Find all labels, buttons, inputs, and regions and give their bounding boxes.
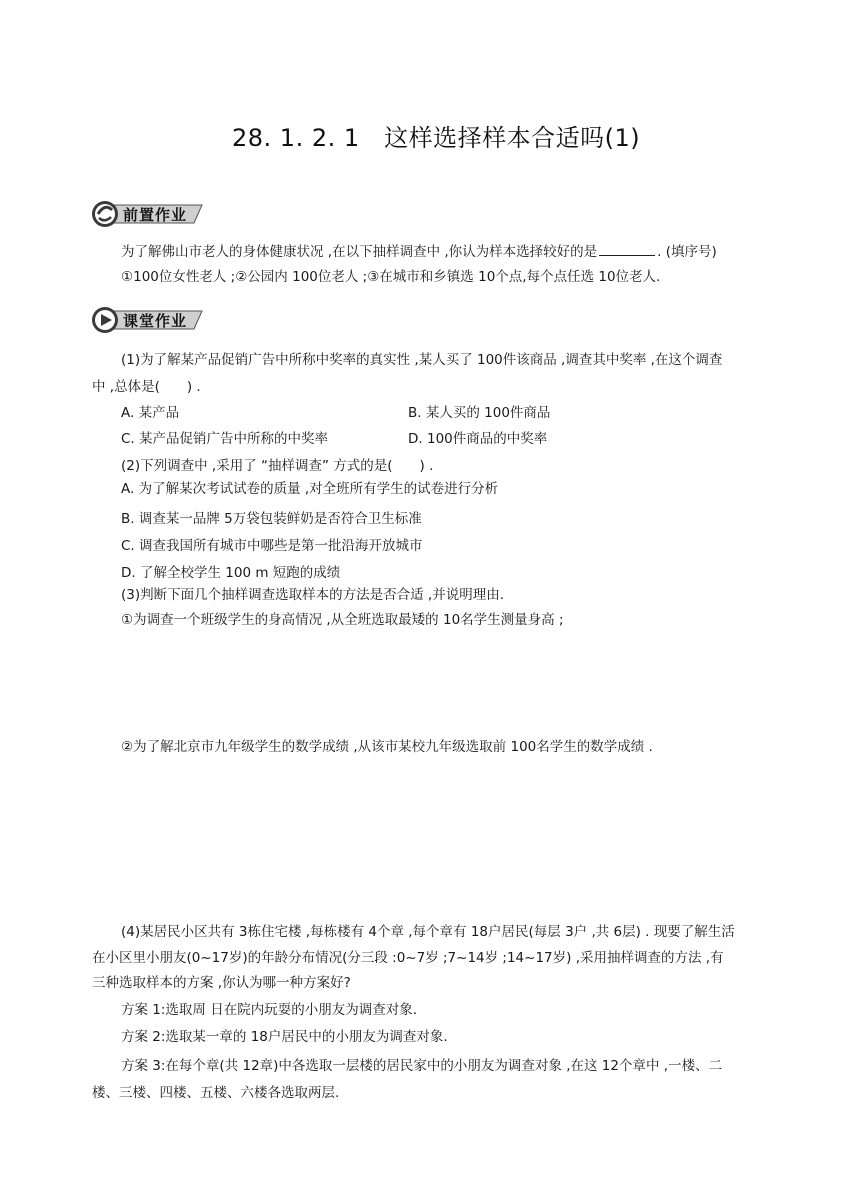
- q4-plan-2: 方案 2:选取某一章的 18户居民中的小朋友为调查对象.: [121, 1029, 448, 1045]
- pre-task-options: ①100位女性老人 ;②公园内 100位老人 ;③在城市和乡镇选 10个点,每个点任选 10位老人.: [121, 269, 661, 285]
- section-badge-label: 课堂作业: [123, 312, 188, 330]
- q2-stem: (2)下列调查中 ,采用了 “抽样调查” 方式的是( ) .: [121, 458, 434, 474]
- q1-option-c: C. 某产品促销广告中所称的中奖率: [121, 431, 329, 447]
- pre-task-tail: . (填序号): [657, 244, 717, 260]
- q1-option-b: B. 某人买的 100件商品: [408, 405, 551, 421]
- pre-task-question: [121, 241, 717, 262]
- q4-plan-3-line2: 楼、三楼、四楼、五楼、六楼各选取两层.: [92, 1085, 340, 1101]
- section-badge-pre: [90, 199, 206, 229]
- q4-plan-3-line1: 方案 3:在每个章(共 12章)中各选取一层楼的居民家中的小朋友为调查对象 ,在这 12个章中 ,一楼、二: [121, 1058, 723, 1074]
- pre-task-text: 为了解佛山市老人的身体健康状况 ,在以下抽样调查中 ,你认为样本选择较好的是: [121, 244, 598, 260]
- section-badge-label: 前置作业: [123, 206, 188, 224]
- q4-stem-line2: 在小区里小朋友(0~17岁)的年龄分布情况(分三段 :0~7岁 ;7~14岁 ;14~17岁) ,采用抽样调查的方法 ,有: [92, 950, 724, 966]
- q1-option-d: D. 100件商品的中奖率: [408, 431, 548, 447]
- answer-blank[interactable]: [599, 241, 655, 256]
- q2-option-b: B. 调查某一品牌 5万袋包装鲜奶是否符合卫生标准: [121, 511, 422, 527]
- q4-stem-line3: 三种选取样本的方案 ,你认为哪一种方案好?: [92, 975, 351, 991]
- q2-option-a: A. 为了解某次考试试卷的质量 ,对全班所有学生的试卷进行分析: [121, 481, 499, 497]
- q1-stem-line1: (1)为了解某产品促销广告中所称中奖率的真实性 ,某人买了 100件该商品 ,调查其中奖率 ,在这个调查: [121, 352, 723, 368]
- q2-option-c: C. 调查我国所有城市中哪些是第一批沿海开放城市: [121, 538, 423, 554]
- q1-option-a: A. 某产品: [121, 405, 180, 421]
- q4-plan-1: 方案 1:选取周 日在院内玩耍的小朋友为调查对象.: [121, 1002, 418, 1018]
- q3-item-1: ①为调查一个班级学生的身高情况 ,从全班选取最矮的 10名学生测量身高 ;: [121, 612, 564, 628]
- q3-item-2: ②为了解北京市九年级学生的数学成绩 ,从该市某校九年级选取前 100名学生的数学成绩 .: [121, 739, 653, 755]
- q1-stem-line2: 中 ,总体是( ) .: [92, 379, 201, 395]
- page-title: 28. 1. 2. 1 这样选择样本合适吗(1): [232, 124, 641, 152]
- section-badge-class: [90, 305, 206, 335]
- q3-stem: (3)判断下面几个抽样调查选取样本的方法是否合适 ,并说明理由.: [121, 587, 504, 603]
- q2-option-d: D. 了解全校学生 100 m 短跑的成绩: [121, 565, 341, 581]
- q4-stem-line1: (4)某居民小区共有 3栋住宅楼 ,每栋楼有 4个章 ,每个章有 18户居民(每层 3户 ,共 6层) . 现要了解生活: [121, 924, 735, 940]
